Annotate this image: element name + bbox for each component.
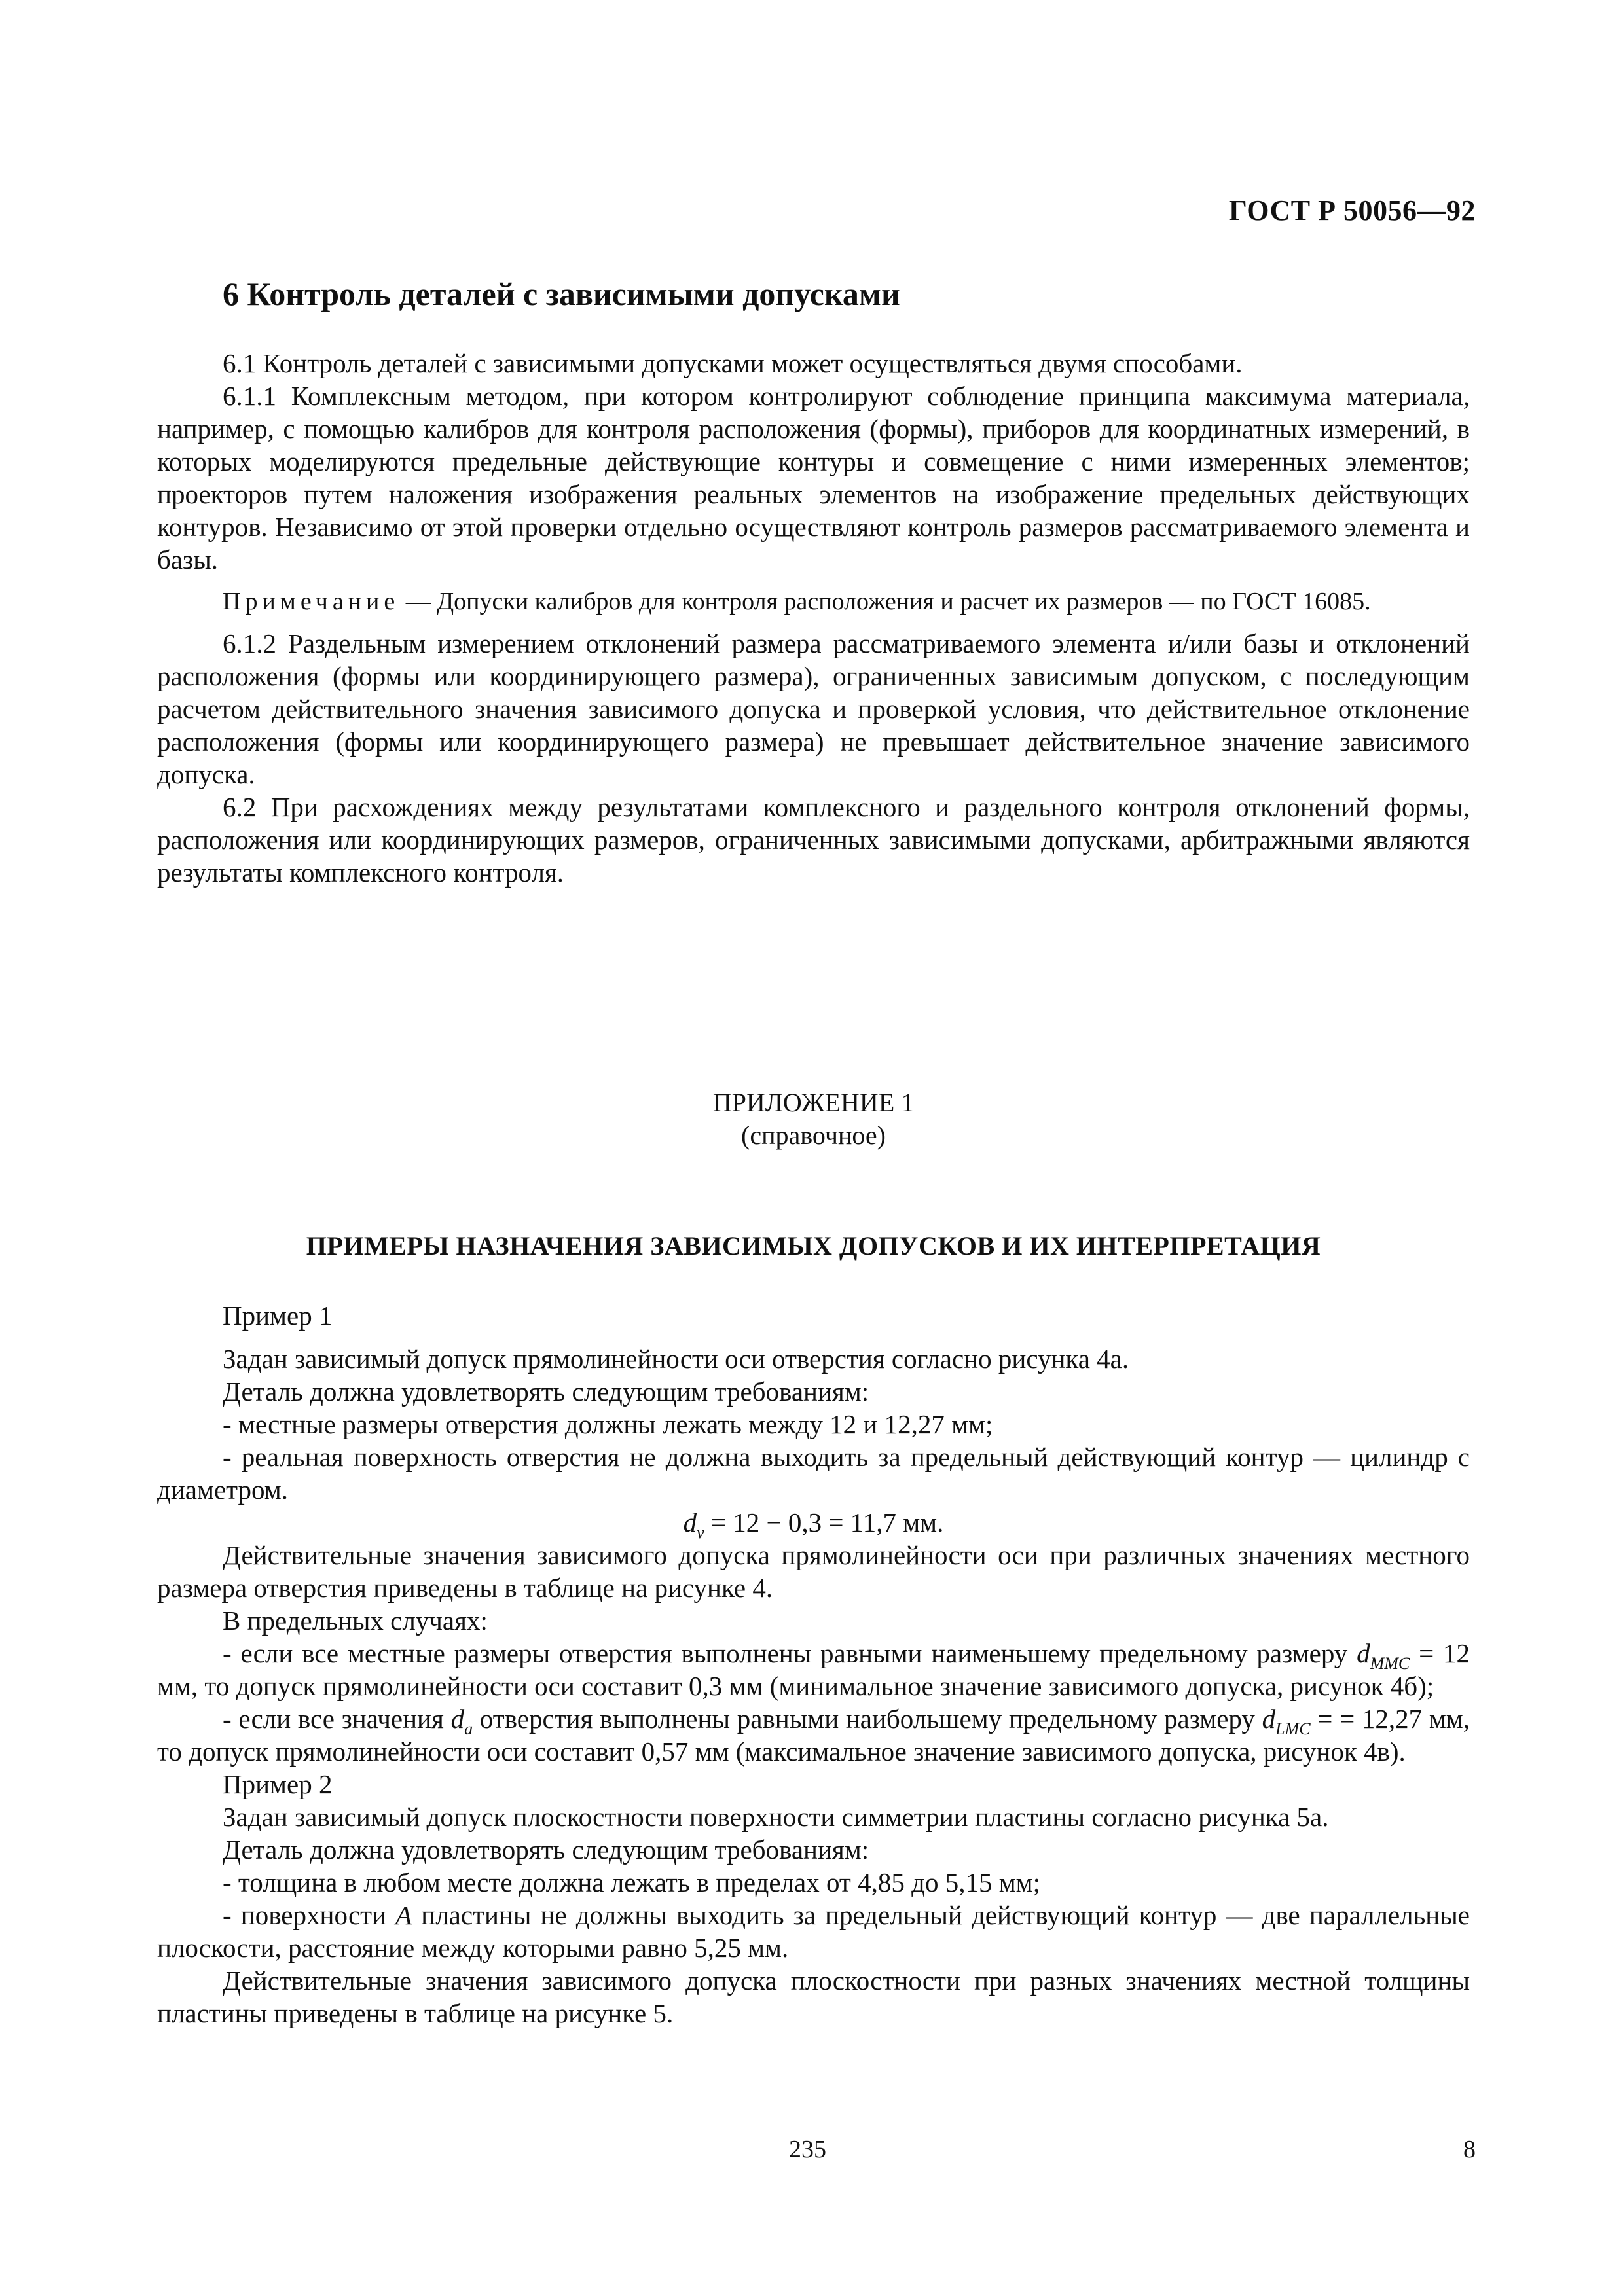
example2-line: [157, 1899, 1470, 1964]
example1-line: Задан зависимый допуск прямолинейности оси отверстия согласно рисунка 4а.: [223, 1344, 1129, 1374]
paragraph-6-1-1: 6.1.1 Комплексным методом, при котором контролируют соблюдение принципа максимума материала, например, с помощью калибров для контроля расположения (формы), приборов для координатных измерений, в которых моделируются предельные действующие контуры и совмещение с ними измеренных элементов; проекторов путем наложения изображения реальных элементов на изображение предельных действующих контуров. Независимо от этой проверки отдельно осуществляют контроль размеров рассматриваемого элемента и базы.: [157, 381, 1470, 575]
sub-mmc: MMC: [1370, 1654, 1410, 1673]
examples-body: [157, 1299, 1470, 2030]
example1-line: Действительные значения зависимого допуска прямолинейности оси при различных значениях местного размера отверстия приведены в таблице на рисунке 4.: [157, 1540, 1470, 1603]
appendix-title: ПРИЛОЖЕНИЕ 1: [712, 1088, 915, 1117]
example1-line: [157, 1637, 1470, 1702]
example1-line: В предельных случаях:: [223, 1605, 488, 1636]
note-paragraph: [157, 586, 1470, 617]
example2-label: Пример 2: [223, 1769, 333, 1799]
text-span: = = 12,27 мм, то допуск прямолинейности оси составит 0,57 мм (максимальное значение зависимого допуска, рисунок 4в).: [157, 1704, 1470, 1767]
example2-line: Действительные значения зависимого допуска плоскостности при разных значениях местной толщины пластины приведены в таблице на рисунке 5.: [157, 1965, 1470, 2028]
paragraph-6-2: 6.2 При расхождениях между результатами комплексного и раздельного контроля отклонений формы, расположения или координирующих размеров, ограниченных зависимыми допусками, арбитражными являются результаты комплексного контроля.: [157, 792, 1470, 888]
formula-rest: = 12 − 0,3 = 11,7 мм.: [704, 1507, 944, 1537]
example1-line: Деталь должна удовлетворять следующим требованиям:: [223, 1376, 869, 1407]
section-body: [157, 347, 1470, 889]
text-span: - поверхности: [223, 1900, 396, 1930]
example2-line: Деталь должна удовлетворять следующим требованиям:: [223, 1835, 869, 1865]
text-span: отверстия выполнены равными наибольшему предельному размеру: [473, 1704, 1262, 1734]
var-a: A: [395, 1900, 412, 1930]
text-span: пластины не должны выходить за предельный действующий контур — две параллельные плоскости, расстояние между которыми равно 5,25 мм.: [157, 1900, 1470, 1963]
sub-a: a: [464, 1719, 473, 1738]
paragraph-6-1-2: 6.1.2 Раздельным измерением отклонений размера рассматриваемого элемента и/или базы и отклонений расположения (формы или координирующего размера), ограниченных зависимым допуском, с последующим расчетом действительного значения зависимого допуска и проверкой условия, что действительное отклонение расположения (формы или координирующего размера) не превышает действительное значение зависимого допуска.: [157, 628, 1470, 789]
paragraph-6-1: 6.1 Контроль деталей с зависимыми допусками может осуществляться двумя способами.: [223, 348, 1243, 378]
formula-var: d: [683, 1507, 697, 1537]
example1-line: - местные размеры отверстия должны лежать между 12 и 12,27 мм;: [223, 1409, 993, 1439]
var-d: d: [1357, 1638, 1370, 1668]
sub-lmc: LMC: [1275, 1719, 1311, 1738]
example1-label: Пример 1: [223, 1300, 333, 1331]
text-span: - если все местные размеры отверстия выполнены равными наименьшему предельному размеру: [223, 1638, 1357, 1668]
note-label: Примечание: [223, 588, 400, 615]
page-number-right: 8: [1463, 2136, 1476, 2163]
standard-header: ГОСТ Р 50056—92: [1228, 194, 1476, 226]
text-span: = 12 мм, то допуск прямолинейности оси составит 0,3 мм (минимальное значение зависимого допуска, рисунок 4б);: [157, 1638, 1470, 1701]
text-span: - если все значения: [223, 1704, 451, 1734]
var-d: d: [450, 1704, 465, 1734]
example1-line: - реальная поверхность отверстия не должна выходить за предельный действующий контур — цилиндр с диаметром.: [157, 1442, 1470, 1505]
example1-line: [157, 1702, 1470, 1768]
page-number-center: 235: [789, 2136, 826, 2163]
appendix-title-block: [157, 1086, 1470, 1152]
appendix-heading: ПРИМЕРЫ НАЗНАЧЕНИЯ ЗАВИСИМЫХ ДОПУСКОВ И ИХ ИНТЕРПРЕТАЦИЯ: [306, 1231, 1321, 1261]
var-d: d: [1262, 1704, 1276, 1734]
appendix-subtitle: (справочное): [741, 1121, 886, 1150]
formula-sub: v: [697, 1523, 704, 1542]
example2-line: Задан зависимый допуск плоскостности поверхности симметрии пластины согласно рисунка 5а.: [223, 1802, 1329, 1832]
note-text: — Допуски калибров для контроля расположения и расчет их размеров — по ГОСТ 16085.: [399, 588, 1371, 615]
example2-line: - толщина в любом месте должна лежать в пределах от 4,85 до 5,15 мм;: [223, 1867, 1040, 1897]
formula-dv: [157, 1506, 1470, 1542]
section-title: 6 Контроль деталей с зависимыми допусками: [223, 276, 900, 312]
